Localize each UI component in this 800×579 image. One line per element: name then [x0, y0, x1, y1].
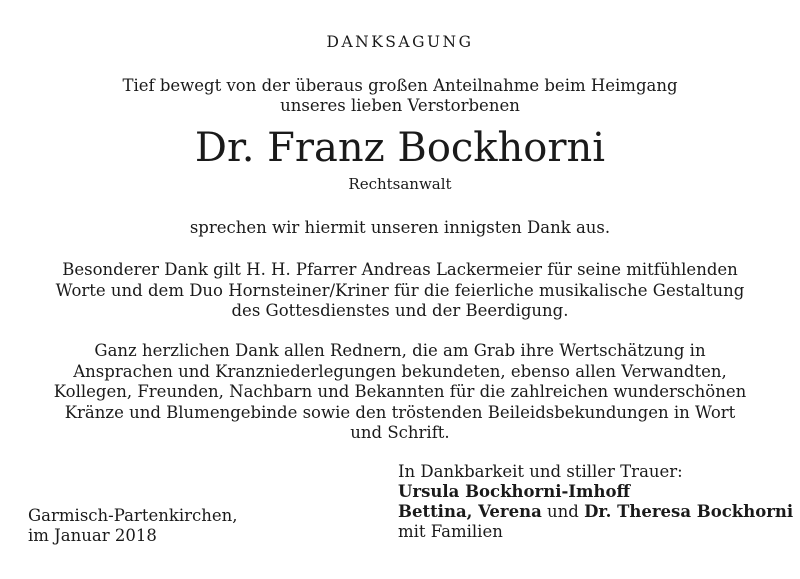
conjunction: und [541, 502, 585, 521]
paragraph-line: Kränze und Blumengebinde sowie den tröstenden Beileidsbekundungen in Wort [64, 402, 736, 422]
mourner-names-2 [398, 502, 793, 522]
mourner-names-bold: Bettina, Verena [398, 502, 542, 521]
place-date [28, 506, 238, 546]
paragraph-line: des Gottesdienstes und der Beerdigung. [231, 301, 569, 320]
families-line: mit Familien [398, 522, 503, 541]
paragraph-line: Ganz herzlichen Dank allen Rednern, die am Grab ihre Wertschätzung in [94, 341, 706, 360]
deceased-profession: Rechtsanwalt [348, 175, 452, 193]
paragraph-line: Ansprachen und Kranzniederlegungen bekundeten, ebenso allen Verwandten, [73, 361, 727, 381]
deceased-name: Dr. Franz Bockhorni [194, 125, 606, 171]
mourner-name-1: Ursula Bockhorni-Imhoff [398, 482, 631, 501]
paragraph-line: Besonderer Dank gilt H. H. Pfarrer Andreas Lackermeier für seine mitfühlenden [62, 260, 738, 279]
date: im Januar 2018 [28, 526, 157, 545]
paragraph-special-thanks [0, 260, 800, 322]
paragraph-general-thanks [0, 341, 800, 444]
notice-heading: DANKSAGUNG [326, 33, 474, 51]
paragraph-line: und Schrift. [350, 423, 450, 442]
intro-line-2: unseres lieben Verstorbenen [280, 96, 520, 115]
paragraph-line: Worte und dem Duo Hornsteiner/Kriner für die feierliche musikalische Gestaltung [55, 280, 745, 300]
intro-line-1: Tief bewegt von der überaus großen Anteilnahme beim Heimgang [122, 76, 678, 95]
place: Garmisch-Partenkirchen, [28, 506, 238, 525]
intro-text [0, 76, 800, 116]
signature-block [398, 462, 793, 542]
signature-intro: In Dankbarkeit und stiller Trauer: [398, 462, 683, 481]
paragraph-line: Kollegen, Freunden, Nachbarn und Bekannten für die zahlreichen wunderschönen [53, 382, 747, 401]
mourner-name-theresa: Dr. Theresa Bockhorni [584, 502, 794, 521]
thanks-line: sprechen wir hiermit unseren innigsten Dank aus. [189, 218, 611, 237]
